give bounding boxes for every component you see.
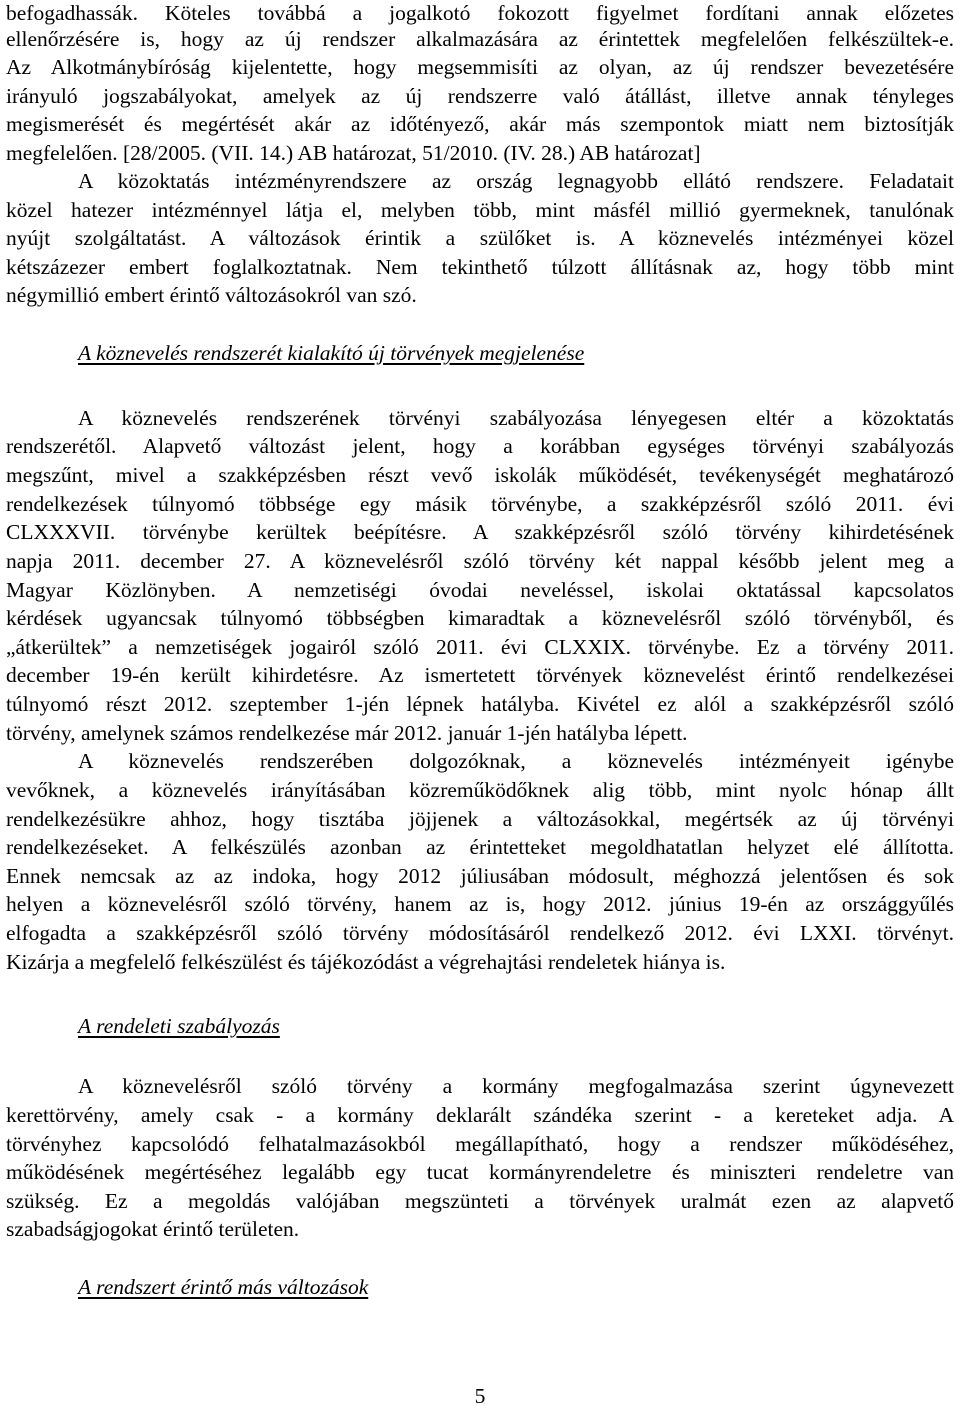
section-heading: A rendszert érintő más változások <box>78 1275 369 1299</box>
text-line: négymillió embert érintő változásokról van szó. <box>6 283 417 307</box>
text-line: Ennek nemcsak az az indoka, hogy 2012 júliusában módosult, méghozzá jelentősen és sok <box>6 864 954 888</box>
text-line: vevőknek, a köznevelés irányításában közreműködőknek alig több, mint nyolc hónap állt <box>6 778 954 802</box>
text-line: megfelelően. [28/2005. (VII. 14.) AB határozat, 51/2010. (IV. 28.) AB határozat] <box>6 141 701 165</box>
text-line: megismerését és megértését akár az időtényező, akár más szempontok miatt nem biztosítják <box>6 112 954 136</box>
text-line: A köznevelés rendszerének törvényi szabályozása lényegesen eltér a közoktatás <box>78 406 954 430</box>
document-page <box>6 0 954 1408</box>
text-line: rendszerétől. Alapvető változást jelent, hogy a korábban egységes törvényi szabályozás <box>6 434 954 458</box>
text-line: túlnyomó részt 2012. szeptember 1-jén lépnek hatályba. Kivétel ez alól a szakképzésről szóló <box>6 692 954 716</box>
text-line: szabadságjogokat érintő területen. <box>6 1217 300 1241</box>
text-line: kétszázezer embert foglalkoztatnak. Nem tekinthető túlzott állításnak az, hogy több mint <box>6 255 954 279</box>
text-line: A köznevelés rendszerében dolgozóknak, a köznevelés intézményeit igénybe <box>78 749 954 773</box>
text-line: megszűnt, mivel a szakképzésben részt vevő iskolák működését, tevékenységét meghatározó <box>6 463 954 487</box>
section-heading: A rendeleti szabályozás <box>78 1014 280 1038</box>
text-line: CLXXXVII. törvénybe kerültek beépítésre. A szakképzésről szóló törvény kihirdetésének <box>6 520 954 544</box>
text-line: december 19-én került kihirdetésre. Az ismertetett törvények köznevelést érintő rendelkezései <box>6 663 954 687</box>
text-line: befogadhassák. Köteles továbbá a jogalkotó fokozott figyelmet fordítani annak előzetes <box>6 1 954 25</box>
text-line: Az Alkotmánybíróság kijelentette, hogy megsemmisíti az olyan, az új rendszer bevezetésére <box>6 55 954 79</box>
text-line: Magyar Közlönyben. A nemzetiségi óvodai neveléssel, iskolai oktatással kapcsolatos <box>6 578 954 602</box>
text-line: közel hatezer intézménnyel látja el, melyben több, mint másfél millió gyermeknek, tanulónak <box>6 198 954 222</box>
text-line: kerettörvény, amely csak - a kormány deklarált szándéka szerint - a kereteket adja. A <box>6 1103 954 1127</box>
text-line: Kizárja a megfelelő felkészülést és tájékozódást a végrehajtási rendeletek hiánya is. <box>6 950 726 974</box>
page-number: 5 <box>474 1384 486 1408</box>
text-line: helyen a köznevelésről szóló törvény, hanem az is, hogy 2012. június 19-én az országgyűlés <box>6 892 954 916</box>
text-line: törvény, amelynek számos rendelkezése már 2012. január 1-jén hatályba lépett. <box>6 721 688 745</box>
text-line: működésének megértéséhez legalább egy tucat kormányrendeletre és miniszteri rendeletre van <box>6 1160 954 1184</box>
text-line: „átkerültek” a nemzetiségek jogairól szóló 2011. évi CLXXIX. törvénybe. Ez a törvény 2011. <box>6 635 954 659</box>
text-line: ellenőrzésére is, hogy az új rendszer alkalmazására az érintettek megfelelően felkészültek-e. <box>6 27 954 51</box>
text-line: rendelkezéseket. A felkészülés azonban az érintetteket megoldhatatlan helyzet elé állította. <box>6 835 954 859</box>
text-line: kérdések ugyancsak túlnyomó többségben kimaradtak a köznevelésről szóló törvényből, és <box>6 606 954 630</box>
text-line: szükség. Ez a megoldás valójában megszünteti a törvények uralmát ezen az alapvető <box>6 1189 954 1213</box>
section-heading: A köznevelés rendszerét kialakító új törvények megjelenése <box>78 341 585 365</box>
text-line: elfogadta a szakképzésről szóló törvény módosításáról rendelkező 2012. évi LXXI. törvényt. <box>6 921 954 945</box>
text-line: A közoktatás intézményrendszere az ország legnagyobb ellátó rendszere. Feladatait <box>78 169 954 193</box>
text-line: rendelkezésükre ahhoz, hogy tisztába jöjjenek a változásokkal, megértsék az új törvényi <box>6 807 954 831</box>
text-line: A köznevelésről szóló törvény a kormány megfogalmazása szerint úgynevezett <box>78 1074 954 1098</box>
text-line: törvényhez kapcsolódó felhatalmazásokból megállapítható, hogy a rendszer működéséhez, <box>6 1132 954 1156</box>
text-line: irányuló jogszabályokat, amelyek az új rendszerre való átállást, illetve annak tényleges <box>6 84 954 108</box>
text-line: napja 2011. december 27. A köznevelésről szóló törvény két nappal később jelent meg a <box>6 549 954 573</box>
text-line: nyújt szolgáltatást. A változások érintik a szülőket is. A köznevelés intézményei közel <box>6 226 954 250</box>
text-line: rendelkezések túlnyomó többsége egy másik törvénybe, a szakképzésről szóló 2011. évi <box>6 492 954 516</box>
